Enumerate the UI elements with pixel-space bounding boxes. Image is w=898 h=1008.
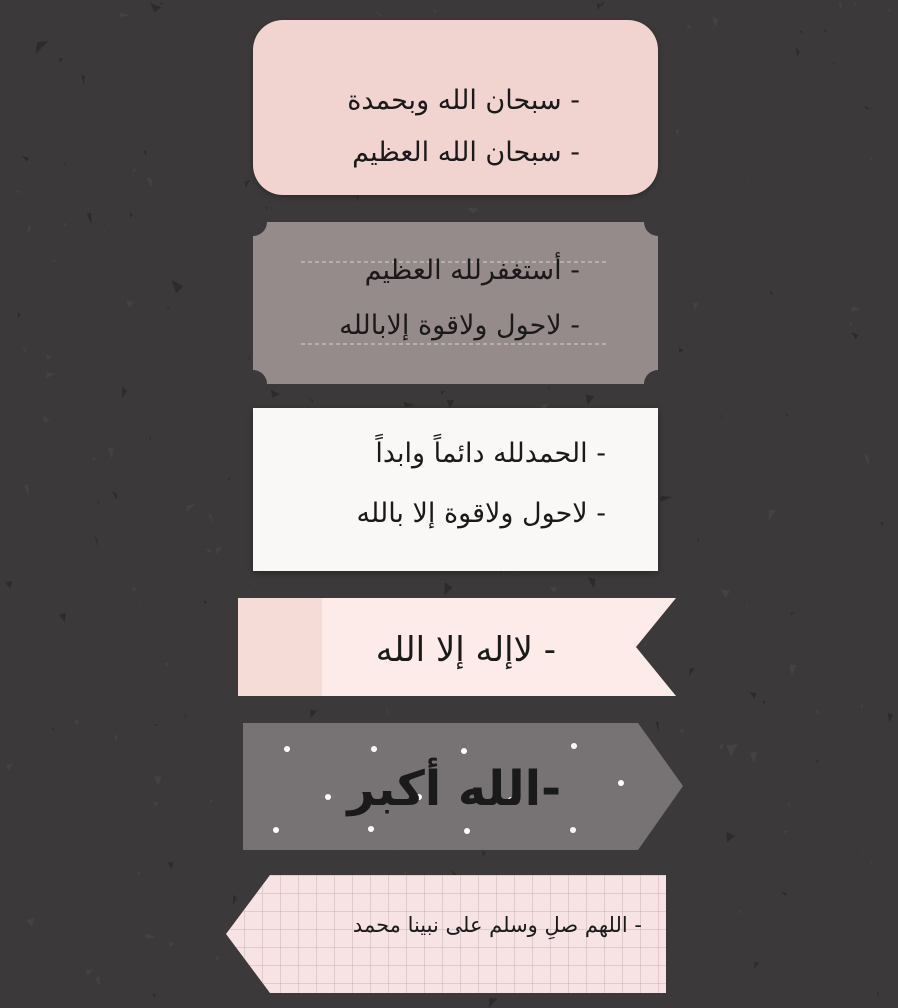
speckle [720, 589, 730, 598]
speckle [165, 793, 167, 795]
speckle [180, 532, 182, 535]
speckle [86, 970, 94, 976]
speckle [248, 356, 250, 362]
speckle [119, 13, 130, 17]
speckle [769, 509, 775, 520]
speckle [17, 312, 20, 318]
speckle [210, 799, 213, 804]
speckle [143, 150, 146, 156]
speckle [719, 744, 724, 750]
speckle [172, 280, 184, 293]
speckle [95, 976, 100, 986]
speckle [784, 830, 790, 834]
speckle [712, 16, 718, 27]
speckle [186, 503, 197, 511]
speckle [46, 355, 52, 360]
dhikr-line: - لاإله إلا الله [375, 630, 556, 670]
speckle [391, 585, 394, 587]
speckle [817, 759, 819, 763]
speckle [149, 437, 151, 441]
speckle [404, 402, 415, 408]
speckle [727, 744, 738, 757]
speckle [441, 391, 446, 395]
speckle [112, 491, 117, 500]
speckle [710, 138, 712, 141]
speckle [22, 347, 27, 352]
speckle [660, 496, 672, 502]
speckle [122, 386, 127, 398]
speckle [153, 994, 156, 998]
speckle [132, 586, 138, 592]
speckle [588, 577, 596, 588]
speckle [881, 522, 884, 526]
speckle [861, 853, 863, 856]
speckle [228, 477, 230, 481]
dhikr-card-pink [253, 20, 658, 195]
speckle [94, 535, 98, 547]
speckle [726, 832, 735, 842]
speckle [679, 348, 684, 353]
speckle [796, 48, 800, 57]
speckle [74, 719, 79, 726]
speckle [146, 177, 152, 188]
speckle [550, 587, 556, 593]
dhikr-line: - سبحان الله العظيم [352, 137, 580, 168]
speckle [87, 213, 92, 225]
speckle [309, 397, 313, 404]
speckle [356, 195, 358, 201]
dhikr-line: - أستغفرلله العظيم [364, 255, 580, 286]
speckle [385, 707, 389, 718]
speckle [64, 223, 67, 228]
speckle [81, 75, 84, 85]
dhikr-line: - الحمدلله دائماً وابداً [375, 438, 606, 469]
speckle [750, 692, 757, 698]
speckle [145, 933, 155, 939]
speckle [887, 9, 891, 12]
speckle [746, 605, 748, 608]
speckle [161, 3, 164, 6]
speckle [851, 306, 861, 312]
speckle [586, 395, 595, 406]
speckle [871, 861, 874, 864]
speckle [853, 2, 856, 8]
speckle [68, 110, 70, 112]
speckle [5, 581, 13, 588]
speckle [548, 387, 550, 391]
speckle [433, 9, 437, 13]
speckle [772, 813, 773, 817]
speckle [46, 372, 54, 379]
ticket-shape [253, 222, 658, 384]
dhikr-card-flag [238, 598, 676, 696]
speckle [140, 603, 141, 607]
speckle [223, 487, 224, 489]
speckle [248, 590, 251, 593]
speckle [689, 668, 694, 677]
speckle [500, 572, 502, 575]
speckle [873, 331, 874, 334]
speckle [28, 225, 32, 234]
speckle [150, 3, 161, 12]
speckle [788, 803, 790, 809]
speckle [824, 29, 827, 33]
speckle [873, 287, 875, 290]
speckle [852, 332, 859, 339]
speckle [721, 415, 723, 419]
speckle [711, 25, 715, 29]
speckle [216, 547, 222, 554]
speckle [839, 2, 843, 9]
speckle [763, 31, 766, 33]
speckle [468, 208, 479, 214]
speckle [6, 764, 13, 771]
speckle [169, 941, 175, 948]
speckle [205, 548, 212, 553]
speckle [96, 500, 99, 504]
speckle [832, 63, 835, 65]
dhikr-card-ticket [253, 222, 658, 384]
speckle [746, 180, 750, 183]
dhikr-line: - اللهم صلِ وسلم على نبينا محمد [352, 913, 642, 937]
speckle [861, 705, 864, 711]
speckle [514, 571, 516, 573]
speckle [850, 322, 853, 328]
speckle [310, 709, 317, 717]
speckle [170, 654, 172, 657]
speckle [93, 457, 96, 461]
speckle [754, 962, 759, 969]
dhikr-line: - لاحول ولاقوة إلابالله [339, 310, 580, 341]
speckle [482, 850, 486, 856]
speckle [114, 734, 117, 742]
speckle [130, 212, 133, 218]
speckle [271, 389, 280, 397]
speckle [601, 2, 605, 6]
speckle [103, 222, 105, 225]
speckle [265, 207, 267, 210]
speckle [762, 701, 765, 705]
speckle [750, 751, 757, 764]
speckle [686, 25, 691, 29]
dhikr-line: - سبحان الله وبحمدة [347, 85, 580, 116]
speckle [799, 30, 802, 34]
speckle [870, 156, 874, 162]
speckle [245, 180, 250, 188]
speckle [108, 448, 113, 459]
speckle [597, 3, 601, 10]
speckle [208, 514, 215, 525]
speckle [791, 613, 795, 616]
speckle [165, 663, 169, 667]
speckle [73, 144, 75, 147]
speckle [59, 59, 63, 63]
dhikr-card-grid [226, 875, 666, 993]
speckle [24, 484, 29, 496]
speckle [185, 714, 187, 718]
speckle [168, 862, 173, 869]
dhikr-line: -الله أكبر [347, 761, 561, 817]
dhikr-line: - لاحول ولاقوة إلا بالله [356, 498, 606, 529]
speckle [43, 416, 50, 423]
speckle [152, 38, 154, 42]
speckle [693, 302, 699, 310]
speckle [27, 918, 35, 927]
speckle [888, 713, 893, 723]
dhikr-card-arrow [243, 723, 683, 850]
speckle [133, 169, 137, 174]
speckle [51, 259, 56, 263]
speckle [785, 413, 788, 416]
speckle [154, 776, 162, 786]
speckle [376, 12, 383, 16]
speckle [155, 724, 159, 726]
speckle [138, 871, 142, 876]
speckle [668, 174, 672, 179]
speckle [877, 992, 879, 997]
speckle [676, 130, 680, 137]
speckle [814, 707, 819, 715]
speckle [216, 956, 220, 961]
speckle [770, 292, 774, 295]
speckle [60, 613, 67, 623]
speckle [864, 106, 871, 110]
speckle [51, 728, 54, 730]
speckle [489, 998, 498, 1008]
speckle [738, 910, 741, 914]
speckle [36, 41, 49, 54]
speckle [864, 453, 869, 466]
speckle [697, 538, 699, 542]
speckle [204, 601, 207, 606]
speckle [16, 191, 19, 195]
speckle [167, 307, 169, 310]
speckle [781, 891, 787, 896]
speckle [444, 583, 452, 596]
speckle [447, 400, 455, 408]
speckle [790, 665, 797, 677]
speckle [153, 802, 159, 806]
speckle [63, 163, 66, 165]
speckle [22, 156, 30, 162]
speckle [126, 299, 133, 307]
dhikr-card-paper [253, 408, 658, 571]
